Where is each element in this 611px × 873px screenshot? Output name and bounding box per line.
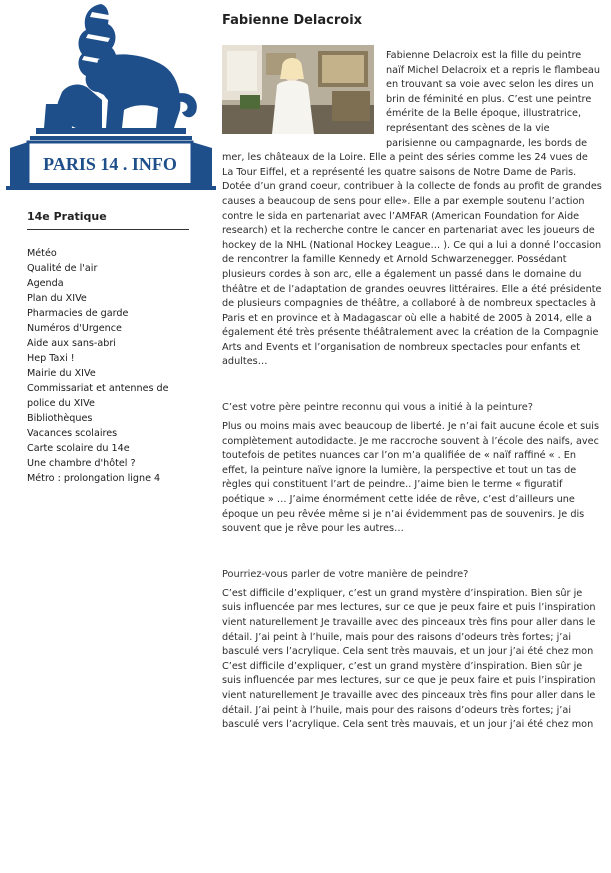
sidebar-item-taxi[interactable]: Hep Taxi ! <box>27 353 75 364</box>
lion-statue-logo-icon <box>6 0 216 195</box>
sidebar <box>27 210 189 486</box>
sidebar-item-school-map[interactable]: Carte scolaire du 14e <box>27 443 130 454</box>
sidebar-item-police[interactable]: Commissariat et antennes de police du XIVe <box>27 383 169 409</box>
sidebar-item-agenda[interactable]: Agenda <box>27 278 64 289</box>
interview-answer-1: Plus ou moins mais avec beaucoup de liberté. Je n’ai fait aucune école et suis complètement autodidacte. Je me raccroche souvent à l’école des naifs, avec toutefois de petites nuances car l’on m’a qualifiée de « naïf raffiné « . En effet, la peinture naïve ignore la lumière, la perspective et tout un tas de règles qui constituent l’art de peindre.. J’aime bien le terme « figuratif poétique » … J’aime énormément cette idée de rêve, c’est d’ailleurs une époque un peu rêvée même si je n’ai évidemment pas de souvenirs. Je dis souvent que je rêve pour les autres… <box>222 421 600 535</box>
sidebar-item-meteo[interactable]: Météo <box>27 248 57 259</box>
sidebar-item-homeless-aid[interactable]: Aide aux sans-abri <box>27 338 116 349</box>
sidebar-item-air-quality[interactable]: Qualité de l'air <box>27 263 98 274</box>
sidebar-title: 14e Pratique <box>27 210 189 230</box>
interview-question-1: C’est votre père peintre reconnu qui vous a initié à la peinture? <box>222 402 533 414</box>
interview-question-2: Pourriez-vous parler de votre manière de peindre? <box>222 568 469 580</box>
article <box>222 0 602 733</box>
sidebar-item-town-hall[interactable]: Mairie du XIVe <box>27 368 96 379</box>
sidebar-item-emergency-numbers[interactable]: Numéros d'Urgence <box>27 323 122 334</box>
sidebar-item-pharmacies[interactable]: Pharmacies de garde <box>27 308 129 319</box>
sidebar-item-metro-line-4[interactable]: Métro : prolongation ligne 4 <box>27 473 161 484</box>
artist-photo-image <box>222 45 374 134</box>
sidebar-menu <box>27 246 189 486</box>
interview-answer-2: C’est difficile d’expliquer, c’est un grand mystère d’inspiration. Bien sûr je suis influencée par mes lectures, sur ce que je peux faire et puis l’inspiration vient naturellement Je travaille avec des pinceaux très fins pour aller dans le détail. J’ai peint à l’huile, mais pour des raisons d’odeurs très fortes; j’ai basculé vers l’acrylique. Cela sent très mauvais, et un jour j’ai été chez mon C’est difficile d’expliquer, c’est un grand mystère d’inspiration. Bien sûr je suis influencée par mes lectures, sur ce que je peux faire et puis l’inspiration vient naturellement Je travaille avec des pinceaux très fins pour aller dans le détail. J’ai peint à l’huile, mais pour des raisons d’odeurs très fortes; j’ai basculé vers l’acrylique. Cela sent très mauvais, et un jour j’ai été chez mon <box>222 587 596 731</box>
sidebar-item-hotel[interactable]: Une chambre d'hôtel ? <box>27 458 136 469</box>
article-intro: Fabienne Delacroix est la fille du peintre naïf Michel Delacroix et a repris le flambeau en trouvant sa voie avec selon les dires un brin de féminité en plus. C’est une peintre émérite de la Belle époque, illustratrice, représentant des scènes de la vie parisienne ou campagnarde, les bords de mer, les châteaux de la Loire. Elle a peint des séries comme les 24 vues de La Tour Eiffel, et a représenté les quatre saisons de Notre Dame de Paris. Dotée d’un grand coeur, contribuer à la collecte de fonds au profit de grandes causes a beaucoup de sens pour elle». Elle a par exemple soutenu l’action contre le sida en partenariat avec l’AMFAR (American Foundation for Aide research) et la recherche contre le cancer en partenariat avec les joueurs de hockey de la NHL (National Hockey League… ). Ce qui a lui a donné l’occasion de rencontrer la famille Kennedy et Arnold Schwarzenegger. Possédant plusieurs cordes à son arc, elle a également un passé dans le domaine du théâtre et de l’adaptation de grandes oeuvres littéraires. Elle a été présidente de plusieurs compagnies de théâtre, a collaboré à de nombreux spectacles à Paris et en province et à Madagascar où elle a habité de 2005 à 2014, elle a également été très présente théâtralement avec la création de la Compagnie Arts and Events et l’organisation de nombreux spectacles pour enfants et adultes… <box>222 50 602 368</box>
site-logo[interactable] <box>6 0 216 195</box>
sidebar-item-libraries[interactable]: Bibliothèques <box>27 413 93 424</box>
svg-text:PARIS 14 . INFO: PARIS 14 . INFO <box>43 154 177 174</box>
sidebar-item-map[interactable]: Plan du XIVe <box>27 293 87 304</box>
article-title: Fabienne Delacroix <box>222 13 363 28</box>
artist-photo <box>222 45 374 134</box>
sidebar-item-school-holidays[interactable]: Vacances scolaires <box>27 428 118 439</box>
